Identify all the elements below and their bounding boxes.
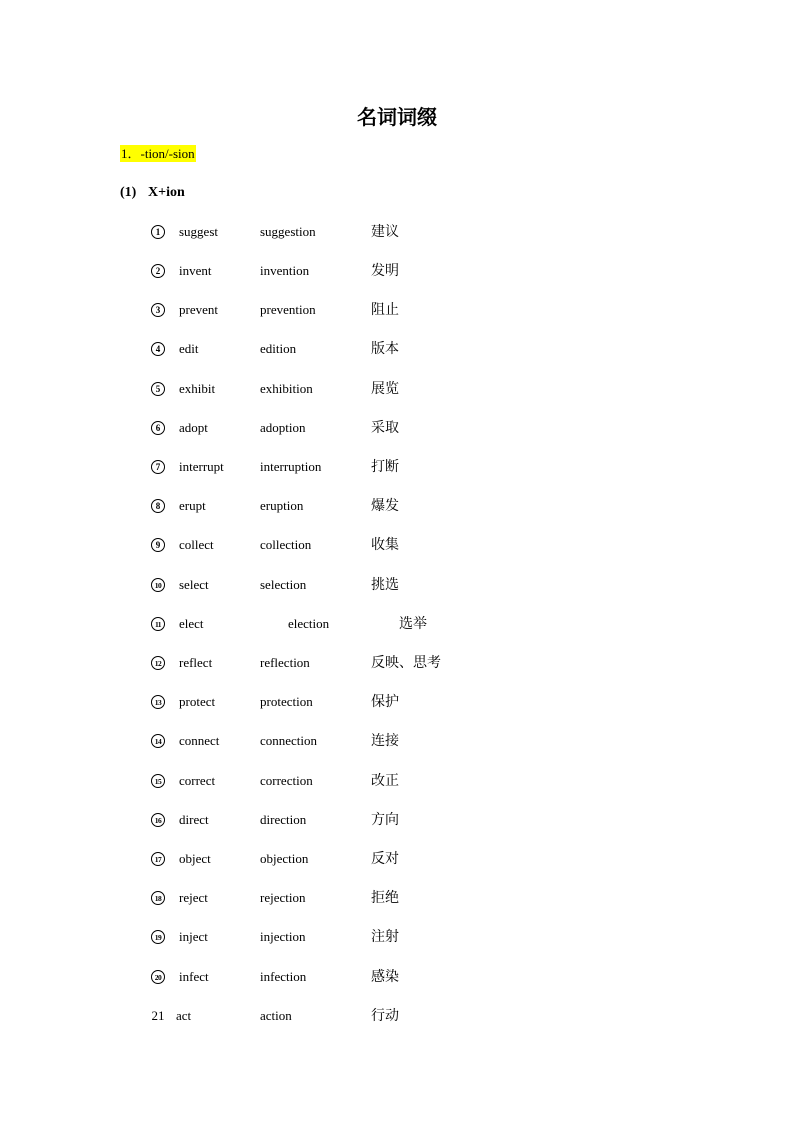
item-number-text: 10 [151, 578, 165, 592]
word-meaning: 选举 [399, 616, 427, 632]
item-number [148, 1006, 168, 1026]
item-number-text: 9 [151, 538, 165, 552]
item-number [148, 888, 168, 908]
word-noun: connection [260, 733, 318, 748]
word-noun: direction [260, 812, 307, 827]
item-number-text: 7 [151, 460, 165, 474]
word-base: reject [179, 890, 208, 905]
subsection-label: X+ion [148, 185, 185, 200]
word-meaning: 版本 [371, 341, 399, 357]
item-number [148, 535, 168, 555]
word-noun: correction [260, 773, 313, 788]
item-number-text: 8 [151, 499, 165, 513]
item-number [148, 575, 168, 595]
word-base: protect [179, 694, 216, 709]
item-number [148, 731, 168, 751]
item-number [148, 379, 168, 399]
item-number [148, 222, 168, 242]
item-number-text: 6 [151, 421, 165, 435]
item-number [148, 457, 168, 477]
item-number-text: 19 [151, 930, 165, 944]
word-noun: suggestion [260, 224, 316, 239]
item-number-text: 4 [151, 342, 165, 356]
word-noun: collection [260, 537, 312, 552]
word-base: suggest [179, 224, 218, 239]
word-meaning: 方向 [371, 812, 399, 828]
item-number-text: 16 [151, 813, 165, 827]
word-base: elect [179, 616, 204, 631]
item-number [148, 653, 168, 673]
word-meaning: 阻止 [371, 302, 399, 318]
word-base: inject [179, 929, 208, 944]
word-meaning: 拒绝 [371, 890, 399, 906]
word-meaning: 展览 [371, 381, 399, 397]
word-base: adopt [179, 420, 208, 435]
item-number [148, 418, 168, 438]
word-noun: election [288, 616, 330, 631]
section-heading: 1．-tion/-sion [121, 146, 195, 161]
word-meaning: 连接 [371, 733, 399, 749]
word-meaning: 爆发 [371, 498, 399, 514]
item-number [148, 614, 168, 634]
page-title: 名词词缀 [357, 105, 437, 129]
item-number-text: 12 [151, 656, 165, 670]
item-number-text: 3 [151, 303, 165, 317]
item-number [148, 967, 168, 987]
word-base: correct [179, 773, 216, 788]
word-meaning: 反对 [371, 851, 399, 867]
word-noun: prevention [260, 302, 316, 317]
word-base: edit [179, 341, 199, 356]
word-noun: exhibition [260, 381, 313, 396]
item-number-text: 18 [151, 891, 165, 905]
word-base: collect [179, 537, 214, 552]
item-number [148, 339, 168, 359]
word-meaning: 挑选 [371, 577, 399, 593]
item-number-text: 15 [151, 774, 165, 788]
word-noun: reflection [260, 655, 310, 670]
word-meaning: 发明 [371, 263, 399, 279]
word-base: select [179, 577, 209, 592]
word-noun: protection [260, 694, 313, 709]
word-meaning: 行动 [371, 1008, 399, 1024]
item-number [148, 927, 168, 947]
word-noun: interruption [260, 459, 322, 474]
word-meaning: 建议 [371, 224, 399, 240]
word-meaning: 改正 [371, 773, 399, 789]
word-base: erupt [179, 498, 206, 513]
item-number-text: 20 [151, 970, 165, 984]
word-meaning: 打断 [371, 459, 399, 475]
word-base: object [179, 851, 211, 866]
word-noun: injection [260, 929, 306, 944]
item-number-text: 17 [151, 852, 165, 866]
word-base: reflect [179, 655, 213, 670]
word-noun: action [260, 1008, 292, 1023]
word-noun: rejection [260, 890, 306, 905]
item-number [148, 810, 168, 830]
item-number-text: 2 [151, 264, 165, 278]
word-base: connect [179, 733, 220, 748]
word-base: direct [179, 812, 209, 827]
word-meaning: 感染 [371, 969, 399, 985]
item-number-text: 1 [151, 225, 165, 239]
item-number-text: 13 [151, 695, 165, 709]
word-meaning: 注射 [371, 929, 399, 945]
item-number [148, 849, 168, 869]
word-base: act [176, 1008, 192, 1023]
word-noun: invention [260, 263, 310, 278]
word-base: interrupt [179, 459, 224, 474]
item-number-text: 11 [151, 617, 165, 631]
word-base: invent [179, 263, 212, 278]
subsection-number: (1) [120, 185, 137, 200]
word-noun: edition [260, 341, 297, 356]
word-meaning: 收集 [371, 537, 399, 553]
word-noun: infection [260, 969, 307, 984]
item-number-text: 14 [151, 734, 165, 748]
item-number-text: 21 [151, 1008, 165, 1023]
word-meaning: 采取 [371, 420, 399, 436]
word-meaning: 保护 [371, 694, 399, 710]
item-number [148, 300, 168, 320]
item-number [148, 771, 168, 791]
word-base: infect [179, 969, 209, 984]
word-base: prevent [179, 302, 218, 317]
word-meaning: 反映、思考 [371, 655, 441, 671]
word-noun: objection [260, 851, 309, 866]
word-noun: selection [260, 577, 307, 592]
item-number-text: 5 [151, 382, 165, 396]
item-number [148, 261, 168, 281]
item-number [148, 692, 168, 712]
item-number [148, 496, 168, 516]
word-noun: eruption [260, 498, 304, 513]
word-base: exhibit [179, 381, 216, 396]
word-noun: adoption [260, 420, 306, 435]
